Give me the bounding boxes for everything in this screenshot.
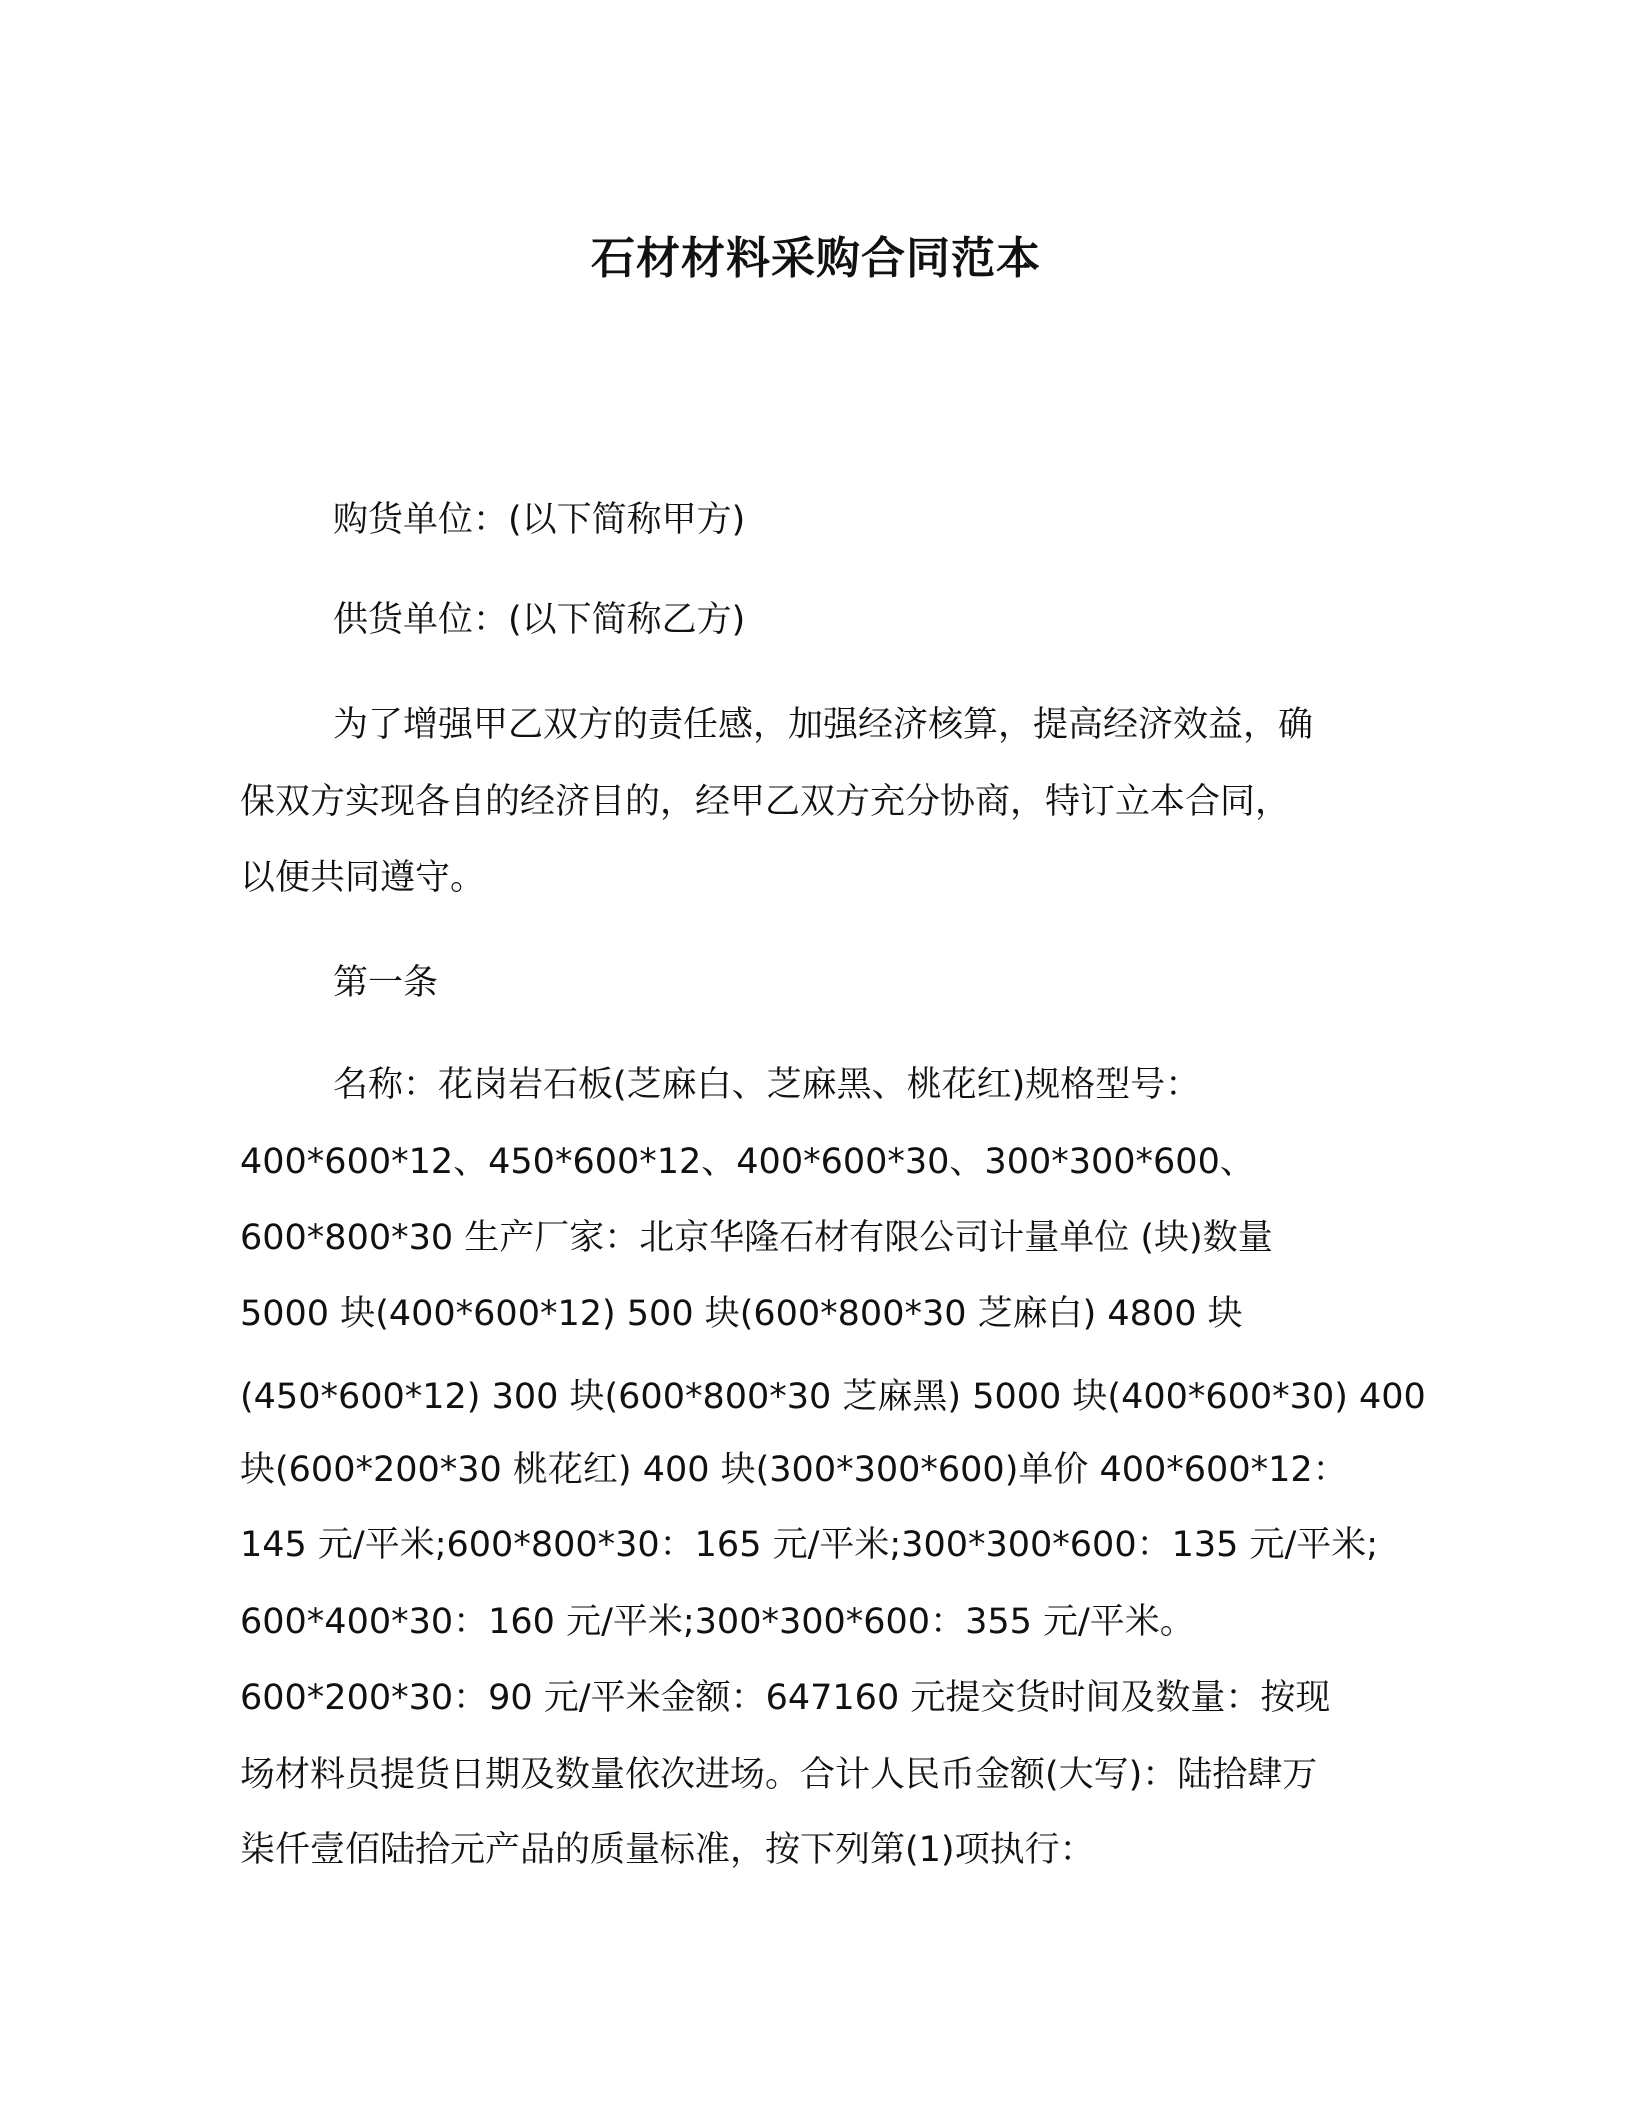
article-line: 600*200*30：90 元/平米金额：647160 元提交货时间及数量：按现 (240, 1678, 1331, 1718)
intro-line: 保双方实现各自的经济目的，经甲乙双方充分协商，特订立本合同， (240, 782, 1291, 822)
article-line: 5000 块(400*600*12) 500 块(600*800*30 芝麻白) 4800 块 (240, 1294, 1243, 1334)
buyer-line: 购货单位：(以下简称甲方) (333, 500, 746, 540)
article-heading: 第一条 (333, 963, 439, 1003)
article-line: 145 元/平米;600*800*30：165 元/平米;300*300*600：135 元/平米; (240, 1525, 1379, 1565)
article-line: 块(600*200*30 桃花红) 400 块(300*300*600)单价 400*600*12： (240, 1450, 1348, 1490)
intro-line: 为了增强甲乙双方的责任感，加强经济核算，提高经济效益，确 (333, 705, 1314, 745)
article-line: 柒仟壹佰陆拾元产品的质量标准，按下列第(1)项执行： (240, 1830, 1095, 1870)
supplier-line: 供货单位：(以下简称乙方) (333, 600, 746, 640)
article-line: 场材料员提货日期及数量依次进场。合计人民币金额(大写)：陆拾肆万 (240, 1755, 1318, 1795)
article-line: 400*600*12、450*600*12、400*600*30、300*300*600、 (240, 1142, 1255, 1182)
intro-line: 以便共同遵守。 (240, 858, 486, 898)
article-line: (450*600*12) 300 块(600*800*30 芝麻黑) 5000 块(400*600*30) 400 (240, 1377, 1426, 1417)
article-line: 名称：花岗岩石板(芝麻白、芝麻黑、桃花红)规格型号： (333, 1065, 1201, 1105)
article-line: 600*800*30 生产厂家：北京华隆石材有限公司计量单位 (块)数量 (240, 1218, 1273, 1258)
document-title: 石材材料采购合同范本 (591, 233, 1041, 284)
article-line: 600*400*30：160 元/平米;300*300*600：355 元/平米。 (240, 1602, 1195, 1642)
